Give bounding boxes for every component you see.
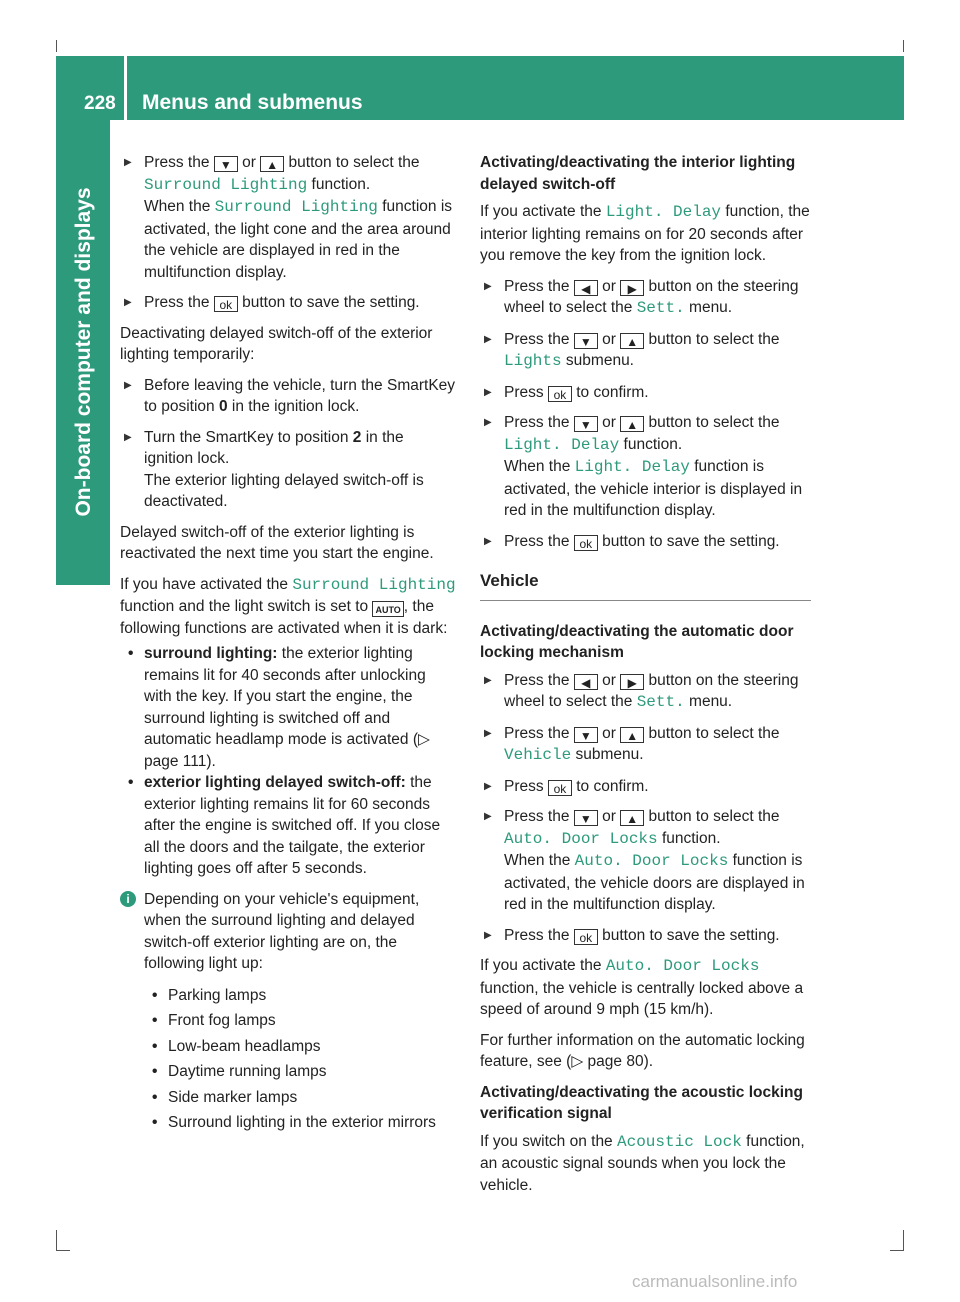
text: button to select the — [288, 154, 420, 171]
section-heading: Vehicle — [480, 571, 539, 590]
display-menu-name: Sett. — [636, 299, 685, 317]
up-arrow-key-icon: ▲ — [620, 810, 644, 826]
text: button to select the — [648, 808, 780, 825]
display-menu-name: Sett. — [636, 693, 685, 711]
list-item: • Daytime running lamps — [144, 1061, 456, 1083]
display-function-name: Light. Delay — [504, 435, 620, 454]
text: Depending on your vehicle's equipment, when the surround lighting and delayed switch-off exterior lighting are on, the following light up: — [144, 890, 420, 972]
text: or — [602, 414, 616, 431]
text: in the ignition lock. — [144, 428, 404, 467]
instruction-step — [120, 292, 456, 314]
text: function. — [311, 175, 371, 193]
text: submenu. — [575, 746, 644, 763]
ok-key-icon: ok — [548, 780, 572, 796]
display-function-name: Auto. Door Locks — [574, 852, 729, 870]
text: to confirm. — [576, 777, 649, 795]
paragraph — [480, 201, 811, 267]
text: When the — [144, 198, 211, 215]
text: menu. — [689, 299, 733, 316]
instruction-step — [480, 776, 811, 798]
list-item: • Low-beam headlamps — [144, 1036, 456, 1058]
list-item — [120, 643, 456, 772]
display-submenu-name: Lights — [504, 352, 562, 370]
text: or — [602, 671, 616, 689]
list-item: • Front fog lamps — [144, 1010, 456, 1032]
crop-mark — [56, 1230, 57, 1250]
instruction-step — [480, 412, 811, 522]
auto-switch-icon: AUTO — [372, 601, 403, 617]
instruction-step — [480, 806, 811, 916]
display-function-name: Surround Lighting — [292, 575, 456, 594]
text: function, the vehicle is centrally locked above a speed of around 9 mph (15 km/h). — [480, 979, 804, 1018]
text: button to save the setting. — [602, 926, 780, 944]
text: Press the — [504, 414, 570, 431]
text: Press — [504, 383, 544, 401]
instruction-step — [480, 531, 811, 553]
text: in the ignition lock. — [231, 398, 360, 415]
text: function, an acoustic signal sounds when you lock the vehicle. — [480, 1132, 805, 1194]
text: If you activate the — [480, 203, 602, 220]
text: submenu. — [565, 352, 634, 369]
up-arrow-key-icon: ▲ — [620, 333, 644, 349]
chapter-side-label: On-board computer and displays — [72, 187, 95, 517]
display-submenu-name: Vehicle — [504, 746, 572, 764]
text: button on the steering wheel to select the — [504, 277, 799, 316]
down-arrow-key-icon: ▼ — [574, 333, 598, 349]
right-arrow-key-icon: ▶ — [620, 280, 644, 296]
text: or — [602, 724, 616, 742]
text: If you activate the — [480, 957, 602, 974]
text: or — [602, 330, 616, 348]
up-arrow-key-icon: ▲ — [620, 416, 644, 432]
subheading: Activating/deactivating the acoustic locking verification signal — [480, 1083, 803, 1122]
text: button on the steering wheel to select the — [504, 671, 799, 710]
display-function-name: Acoustic Lock — [617, 1132, 742, 1151]
up-arrow-key-icon: ▲ — [260, 156, 284, 172]
crop-mark — [903, 40, 904, 52]
text: Turn the SmartKey to position — [144, 428, 349, 446]
display-function-name: Surround Lighting — [144, 175, 308, 194]
display-function-name: Light. Delay — [574, 458, 690, 476]
instruction-step — [120, 152, 456, 283]
text: When the — [504, 852, 571, 869]
text: the exterior lighting remains lit for 60 seconds after the engine is switched off. If you close all the doors and the tailgate, the exterior lighting goes off after 5 seconds. — [144, 774, 441, 877]
left-column — [120, 152, 456, 1143]
text: Press the — [504, 277, 570, 295]
text: The exterior lighting delayed switch-off is deactivated. — [144, 471, 424, 510]
list-item: • Surround lighting in the exterior mirrors — [144, 1112, 456, 1134]
paragraph — [480, 955, 811, 1021]
down-arrow-key-icon: ▼ — [574, 727, 598, 743]
key-position: 2 — [352, 428, 362, 446]
text: button to save the setting. — [242, 294, 420, 311]
text: button to select the — [648, 414, 780, 431]
right-arrow-key-icon: ▶ — [620, 674, 644, 690]
paragraph — [480, 1131, 811, 1197]
text: If you switch on the — [480, 1132, 613, 1150]
crop-mark — [56, 40, 57, 52]
paragraph: Deactivating delayed switch-off of the exterior lighting temporarily: — [120, 324, 433, 363]
text: button to select the — [648, 724, 780, 742]
display-function-name: Surround Lighting — [214, 198, 378, 216]
text: Press the — [504, 724, 570, 742]
text: Press the — [504, 926, 570, 944]
ok-key-icon: ok — [214, 296, 238, 312]
key-position: 0 — [218, 398, 228, 415]
display-function-name: Light. Delay — [605, 203, 722, 221]
paragraph: Delayed switch-off of the exterior lighting is reactivated the next time you start the engine. — [120, 523, 434, 562]
ok-key-icon: ok — [574, 929, 598, 945]
down-arrow-key-icon: ▼ — [214, 156, 238, 172]
text: menu. — [689, 693, 733, 710]
info-note — [120, 889, 456, 1134]
left-arrow-key-icon: ◀ — [574, 280, 598, 296]
text: or — [242, 154, 256, 171]
text: Press the — [504, 671, 570, 689]
down-arrow-key-icon: ▼ — [574, 810, 598, 826]
crop-mark — [56, 1250, 70, 1251]
right-column — [480, 152, 811, 1205]
text: If you have activated the — [120, 575, 289, 593]
text: function. — [623, 435, 683, 453]
section-divider — [480, 600, 811, 601]
header-divider — [124, 56, 127, 120]
crop-mark — [890, 1250, 904, 1251]
text: When the — [504, 458, 571, 475]
subheading: Activating/deactivating the automatic door locking mechanism — [480, 622, 794, 661]
term: surround lighting: — [144, 645, 278, 662]
ok-key-icon: ok — [548, 386, 572, 402]
page-number: 228 — [84, 93, 116, 114]
list-item: • Side marker lamps — [144, 1087, 456, 1109]
text: Press the — [144, 294, 210, 311]
term: exterior lighting delayed switch-off: — [144, 774, 406, 791]
up-arrow-key-icon: ▲ — [620, 727, 644, 743]
text: , the following functions are activated when it is dark: — [120, 598, 448, 637]
instruction-step — [480, 276, 811, 320]
instruction-step — [480, 670, 811, 714]
text: Before leaving the vehicle, turn the SmartKey to position — [144, 376, 456, 415]
paragraph — [120, 574, 456, 640]
text: Press the — [504, 808, 570, 825]
left-arrow-key-icon: ◀ — [574, 674, 598, 690]
down-arrow-key-icon: ▼ — [574, 416, 598, 432]
instruction-step — [480, 723, 811, 767]
crop-mark — [903, 1230, 904, 1250]
page-reference: (▷ page 111). — [144, 731, 430, 770]
instruction-step — [480, 329, 811, 373]
display-function-name: Auto. Door Locks — [605, 957, 760, 975]
info-icon: i — [120, 891, 136, 907]
instruction-step — [120, 375, 456, 418]
text: Press — [504, 777, 544, 795]
page-title: Menus and submenus — [142, 91, 363, 114]
text: function is activated, the light cone and the area around the vehicle are displayed in red in the multifunction display. — [144, 198, 453, 281]
instruction-step — [480, 382, 811, 404]
text: Press the — [504, 330, 570, 348]
ok-key-icon: ok — [574, 535, 598, 551]
text: button to select the — [648, 330, 780, 348]
note-list — [144, 985, 456, 1134]
list-item: • Parking lamps — [144, 985, 456, 1007]
text: Press the — [144, 154, 210, 171]
text: the exterior lighting remains lit for 40 seconds after unlocking with the key. If you start the engine, the surround lighting is switched off and automatic headlamp mode is activated — [144, 645, 426, 748]
instruction-step — [120, 427, 456, 513]
text: or — [602, 277, 616, 295]
text: to confirm. — [576, 383, 649, 401]
instruction-step — [480, 925, 811, 947]
display-function-name: Auto. Door Locks — [504, 829, 658, 848]
text: function. — [661, 829, 721, 847]
text: function, the interior lighting remains on for 20 seconds after you remove the key from the ignition lock. — [480, 203, 810, 264]
text: Press the — [504, 532, 570, 550]
text: function is activated, the vehicle interior is displayed in red in the multifunction display. — [504, 458, 803, 519]
paragraph: For further information on the automatic locking feature, see (▷ page 80). — [480, 1031, 805, 1070]
text: or — [602, 808, 616, 825]
footer-watermark: carmanualsonline.info — [632, 1272, 798, 1291]
list-item — [120, 772, 456, 880]
text: button to save the setting. — [602, 532, 780, 550]
subheading: Activating/deactivating the interior lighting delayed switch-off — [480, 154, 796, 193]
text: function and the light switch is set to — [120, 598, 369, 615]
text: function is activated, the vehicle doors are displayed in red in the multifunction display. — [504, 852, 805, 913]
